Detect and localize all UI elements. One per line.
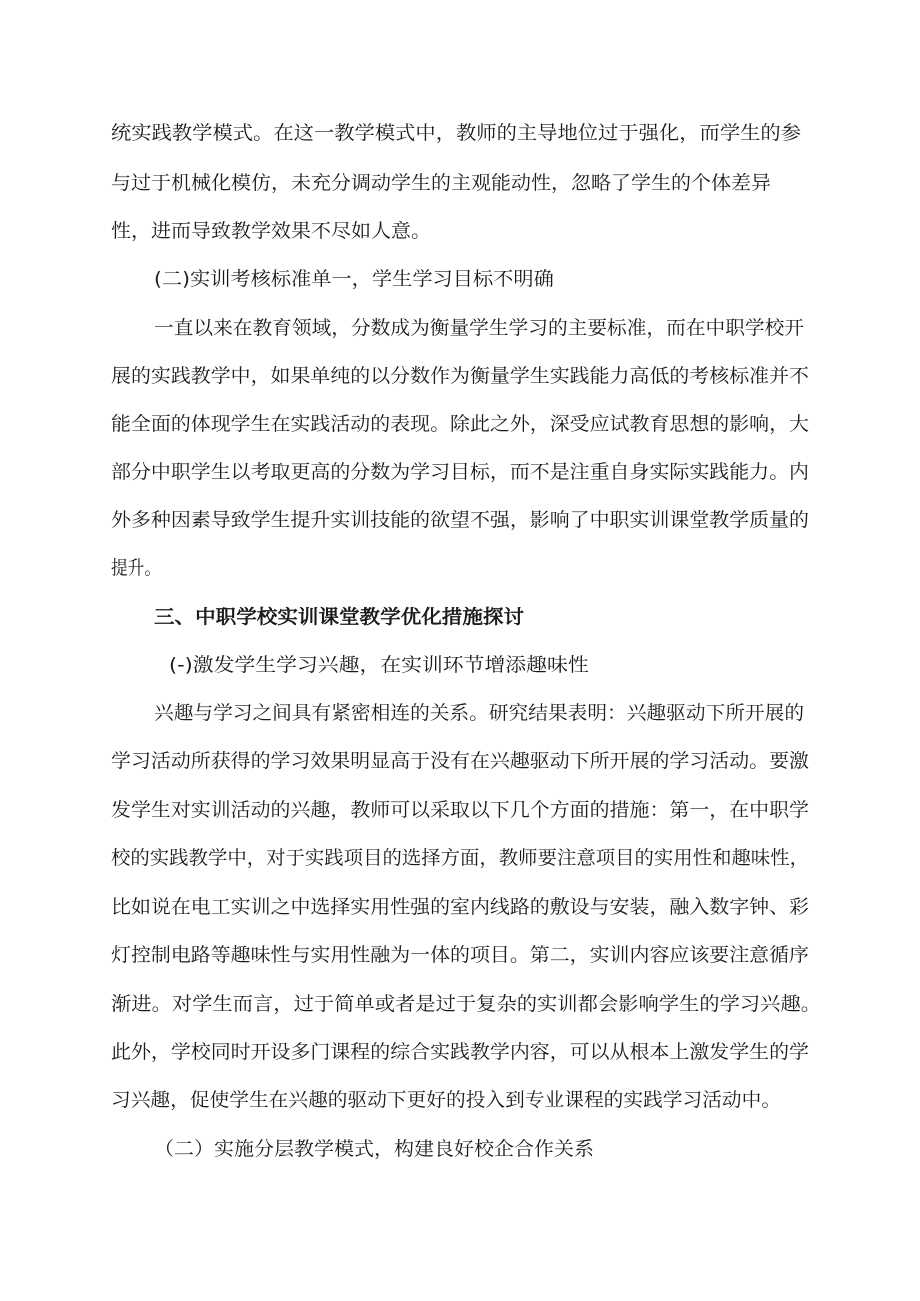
body-text-line: 统实践教学模式。在这一教学模式中，教师的主导地位过于强化，而学生的参 bbox=[111, 122, 802, 144]
body-text-line: 外多种因素导致学生提升实训技能的欲望不强，影响了中职实训课堂教学质量的 bbox=[111, 509, 810, 531]
body-text-line: 比如说在电工实训之中选择实用性强的室内线路的敷设与安装，融入数字钟、彩 bbox=[111, 896, 810, 918]
section-heading: 三、中职学校实训课堂教学优化措施探讨 bbox=[154, 606, 525, 628]
body-text-line: 发学生对实训活动的兴趣，教师可以采取以下几个方面的措施：第一，在中职学 bbox=[111, 799, 810, 821]
body-text-line: 提升。 bbox=[111, 557, 162, 579]
body-text-line: 此外，学校同时开设多门课程的综合实践教学内容，可以从根本上激发学生的学 bbox=[111, 1041, 810, 1063]
body-text-line: 学习活动所获得的学习效果明显高于没有在兴趣驱动下所开展的学习活动。要激 bbox=[111, 750, 810, 772]
body-text-line: 一直以来在教育领域，分数成为衡量学生学习的主要标准，而在中职学校开 bbox=[154, 317, 805, 339]
body-text-line: 性，进而导致教学效果不尽如人意。 bbox=[111, 220, 432, 242]
body-text-line: 与过于机械化模仿，未充分调动学生的主观能动性，忽略了学生的个体差异 bbox=[111, 172, 771, 194]
body-text-line: 能全面的体现学生在实践活动的表现。除此之外，深受应试教育思想的影响，大 bbox=[111, 413, 810, 435]
body-text-line: 部分中职学生以考取更高的分数为学习目标，而不是注重自身实际实践能力。内 bbox=[111, 461, 810, 483]
body-text-line: 习兴趣，促使学生在兴趣的驱动下更好的投入到专业课程的实践学习活动中。 bbox=[111, 1089, 782, 1111]
body-text-line: 校的实践教学中，对于实践项目的选择方面，教师要注意项目的实用性和趣味性， bbox=[111, 847, 810, 869]
body-text-line: 展的实践教学中，如果单纯的以分数作为衡量学生实践能力高低的考核标准并不 bbox=[111, 365, 810, 387]
section-subheading: (二)实训考核标准单一，学生学习目标不明确 bbox=[154, 268, 554, 290]
body-text-line: 灯控制电路等趣味性与实用性融为一体的项目。第二，实训内容应该要注意循序 bbox=[111, 944, 810, 966]
body-text-line: 渐进。对学生而言，过于简单或者是过于复杂的实训都会影响学生的学习兴趣。 bbox=[111, 993, 822, 1015]
body-text-line: 兴趣与学习之间具有紧密相连的关系。研究结果表明：兴趣驱动下所开展的 bbox=[154, 702, 805, 724]
section-subheading: (-)激发学生学习兴趣，在实训环节增添趣味性 bbox=[169, 654, 589, 676]
section-subheading: （二）实施分层教学模式，构建良好校企合作关系 bbox=[154, 1138, 595, 1160]
